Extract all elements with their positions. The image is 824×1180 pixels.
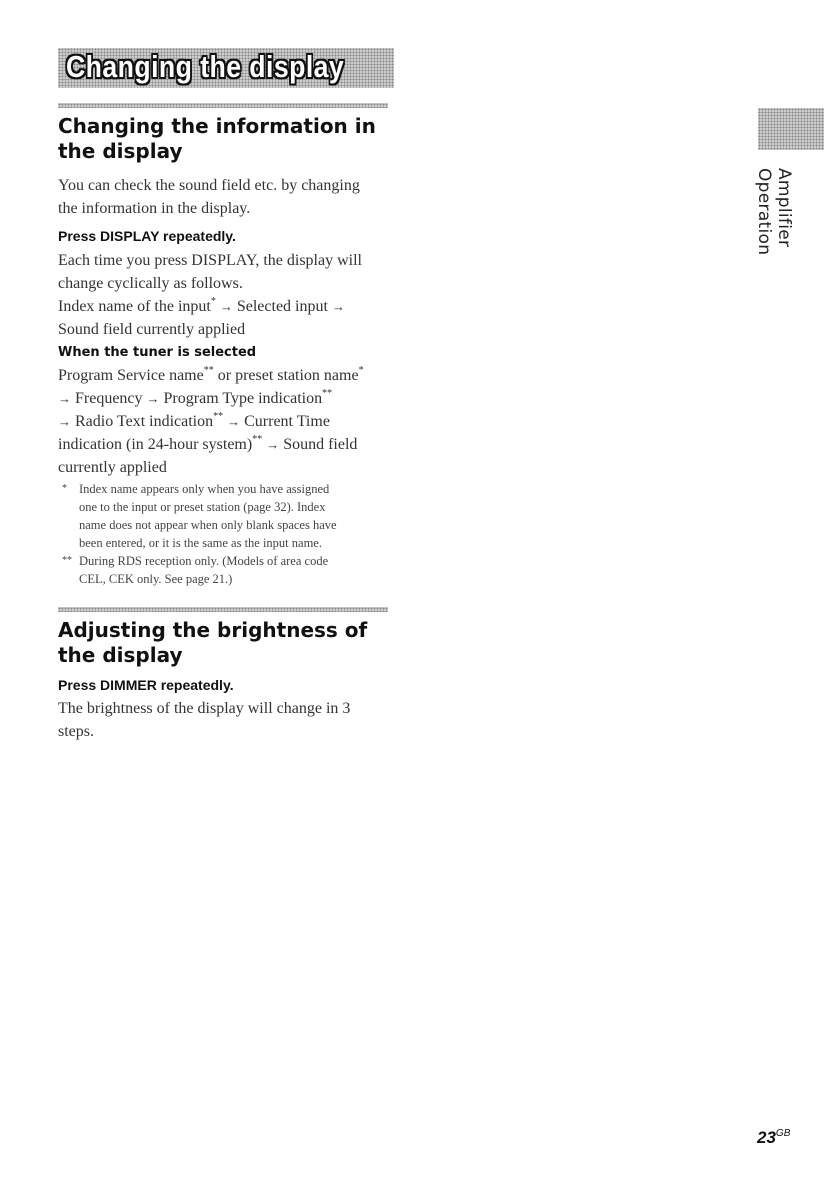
footnote-text: been entered, or it is the same as the input name. — [79, 536, 322, 550]
chapter-banner — [58, 48, 394, 88]
arrow-icon: → — [146, 391, 160, 406]
footnote-text: name does not appear when only blank spaces have — [79, 518, 337, 532]
text-segment: Selected input — [236, 298, 328, 315]
tuner-subheading: When the tuner is selected — [58, 345, 257, 360]
section-heading-line: the display — [58, 139, 183, 163]
body-line — [58, 295, 398, 318]
body-line — [58, 364, 398, 387]
section-body — [58, 697, 398, 743]
body-line — [58, 387, 398, 410]
text-segment: Current Time — [244, 413, 330, 430]
footnote-text: Index name appears only when you have assigned — [79, 482, 330, 496]
footnote-text: one to the input or preset station (page 32). Index — [79, 500, 326, 514]
text-segment: Frequency — [75, 390, 143, 407]
chapter-title: Changing the display — [66, 49, 345, 84]
footnote-mark: ** — [62, 555, 72, 566]
section-heading — [58, 618, 418, 668]
intro-text: You can check the sound field etc. by changing — [58, 177, 360, 194]
body-line: steps. — [58, 723, 94, 740]
side-tab-marker — [758, 108, 824, 150]
text-segment: Program Type indication — [163, 390, 323, 407]
footnote — [62, 480, 407, 552]
text-segment: or preset station name — [213, 367, 359, 384]
footnote-ref: ** — [322, 387, 333, 399]
arrow-icon: → — [58, 414, 71, 429]
footnote-ref: * — [210, 295, 216, 307]
section-heading-line: the display — [58, 643, 183, 667]
text-segment: Sound field — [283, 436, 358, 453]
tuner-cycle-text — [58, 364, 398, 479]
section-heading-line: Changing the information in — [58, 114, 376, 138]
instruction-display: Press DISPLAY repeatedly. — [58, 228, 236, 244]
section-heading-line: Adjusting the brightness of — [58, 618, 368, 642]
display-cycle-text — [58, 249, 398, 341]
text-segment: Radio Text indication — [75, 413, 214, 430]
text-segment: Program Service name — [58, 367, 204, 384]
body-line: The brightness of the display will change in 3 — [58, 700, 351, 717]
arrow-icon: → — [331, 299, 345, 314]
body-line: Each time you press DISPLAY, the display will — [58, 252, 362, 269]
intro-text: the information in the display. — [58, 200, 251, 217]
section-body — [58, 174, 398, 220]
footnote-mark: * — [62, 483, 67, 494]
body-line — [58, 410, 398, 433]
footnotes — [62, 480, 407, 588]
page-number — [757, 1128, 790, 1148]
section-divider — [58, 103, 388, 108]
footnote-text: CEL, CEK only. See page 21.) — [79, 572, 233, 586]
footnote-ref: * — [358, 364, 364, 376]
side-tab-label: Amplifier Operation — [754, 168, 794, 256]
text-segment: Index name of the input — [58, 298, 211, 315]
body-line: currently applied — [58, 459, 167, 476]
body-line: Sound field currently applied — [58, 321, 246, 338]
instruction-dimmer: Press DIMMER repeatedly. — [58, 677, 234, 693]
arrow-icon: → — [227, 414, 241, 429]
text-segment: indication (in 24-hour system) — [58, 436, 253, 453]
arrow-icon: → — [219, 299, 233, 314]
footnote-ref: ** — [252, 433, 263, 445]
footnote-ref: ** — [213, 410, 224, 422]
section-divider — [58, 607, 388, 612]
footnote-ref: ** — [203, 364, 214, 376]
arrow-icon: → — [58, 391, 71, 406]
arrow-icon: → — [266, 437, 280, 452]
footnote — [62, 552, 407, 588]
page-number-value: 23 — [757, 1128, 776, 1147]
footnote-text: During RDS reception only. (Models of area code — [79, 554, 329, 568]
body-line: change cyclically as follows. — [58, 275, 243, 292]
body-line — [58, 433, 398, 456]
page-number-suffix: GB — [775, 1128, 791, 1139]
section-heading — [58, 114, 418, 164]
